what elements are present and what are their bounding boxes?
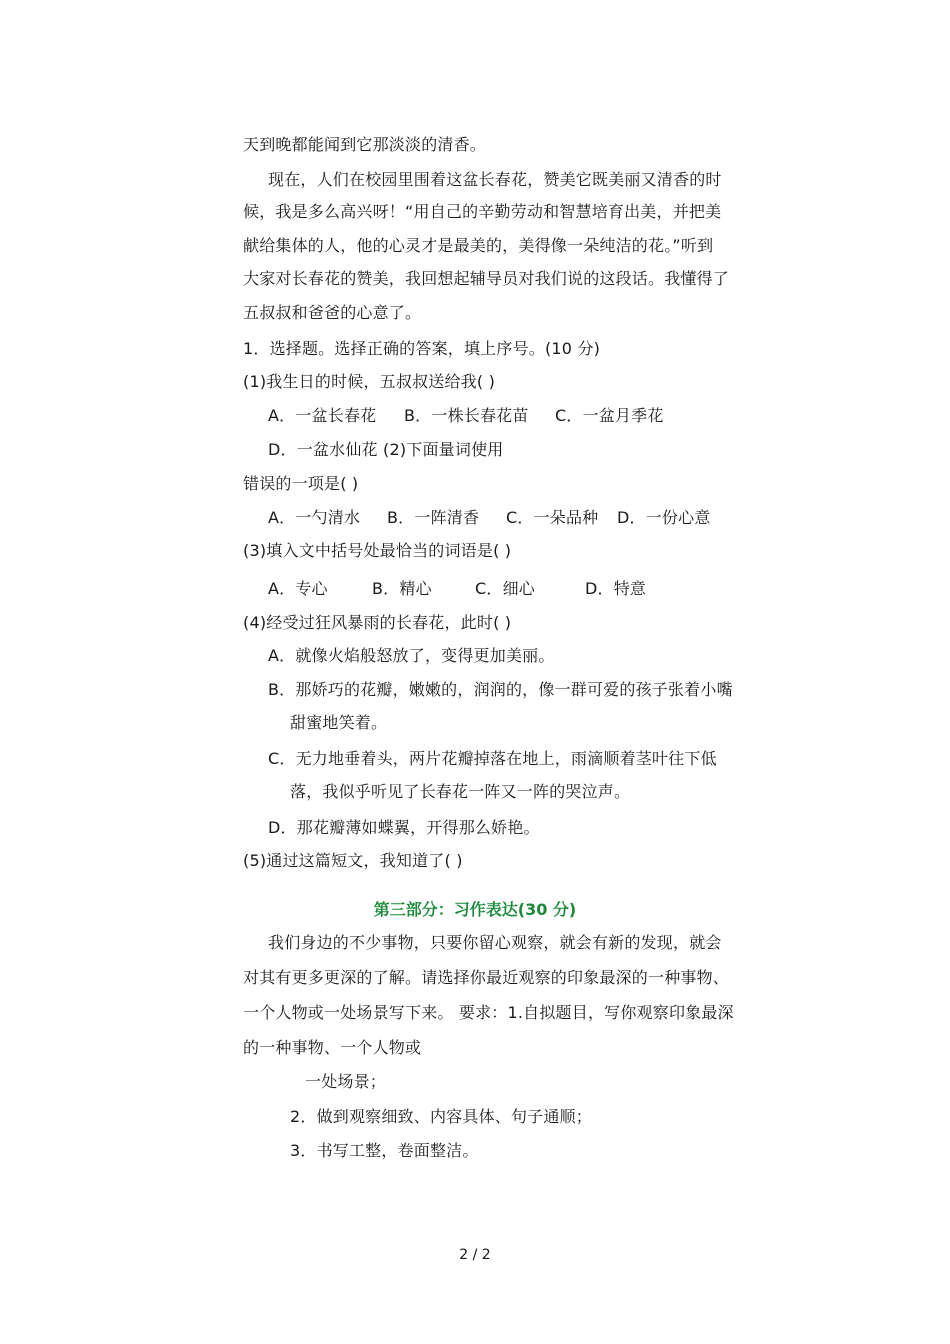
passage-line-3: 候，我是多么高兴呀！“用自己的辛勤劳动和智慧培育出美，并把美 bbox=[243, 202, 722, 221]
part3-line-4: 的一种事物、一个人物或 bbox=[243, 1038, 422, 1057]
passage-line-2: 现在，人们在校园里围着这盆长春花，赞美它既美丽又清香的时 bbox=[268, 170, 722, 189]
q1-1-stem: (1)我生日的时候，五叔叔送给我( ) bbox=[243, 372, 496, 391]
q1-2-stem: 错误的一项是( ) bbox=[243, 474, 359, 493]
q1-2-option-a: A．一勺清水 bbox=[268, 508, 361, 527]
q1-4-option-b-line-2: 甜蜜地笑着。 bbox=[290, 713, 388, 732]
q1-3-option-a: A．专心 bbox=[268, 579, 328, 598]
q1-3-option-b: B．精心 bbox=[372, 579, 432, 598]
q1-4-option-b-line-1: B．那娇巧的花瓣，嫩嫩的，润润的，像一群可爱的孩子张着小嘴 bbox=[268, 680, 733, 699]
part3-title: 第三部分：习作表达(30 分) bbox=[373, 900, 577, 919]
q1-1-option-a: A．一盆长春花 bbox=[268, 406, 377, 425]
part3-requirement-3: 3．书写工整，卷面整洁。 bbox=[290, 1141, 479, 1160]
passage-line-5: 大家对长春花的赞美，我回想起辅导员对我们说的这段话。我懂得了 bbox=[243, 269, 730, 288]
q1-4-option-d: D．那花瓣薄如蝶翼，开得那么娇艳。 bbox=[268, 818, 540, 837]
q1-title: 1．选择题。选择正确的答案，填上序号。(10 分) bbox=[243, 339, 601, 358]
part3-requirement-2: 2．做到观察细致、内容具体、句子通顺； bbox=[290, 1107, 592, 1126]
passage-line-6: 五叔叔和爸爸的心意了。 bbox=[243, 303, 422, 322]
q1-3-stem: (3)填入文中括号处最恰当的词语是( ) bbox=[243, 541, 512, 560]
part3-line-2: 对其有更多更深的了解。请选择你最近观察的印象最深的一种事物、 bbox=[243, 968, 730, 987]
q1-4-stem: (4)经受过狂风暴雨的长春花，此时( ) bbox=[243, 613, 512, 632]
q1-3-option-c: C．细心 bbox=[475, 579, 535, 598]
q1-4-option-c-line-1: C．无力地垂着头，两片花瓣掉落在地上，雨滴顺着茎叶往下低 bbox=[268, 749, 717, 768]
q1-2-option-b: B．一阵清香 bbox=[387, 508, 480, 527]
q1-3-option-d: D．特意 bbox=[585, 579, 647, 598]
part3-line-3: 一个人物或一处场景写下来。 要求：1.自拟题目，写你观察印象最深 bbox=[243, 1003, 734, 1022]
page-number: 2 / 2 bbox=[459, 1247, 491, 1263]
part3-line-1: 我们身边的不少事物，只要你留心观察，就会有新的发现，就会 bbox=[268, 933, 722, 952]
q1-2-option-c: C．一朵品种 bbox=[506, 508, 599, 527]
passage-line-4: 献给集体的人，他的心灵才是最美的，美得像一朵纯洁的花。”听到 bbox=[243, 236, 714, 255]
q1-1-option-c: C．一盆月季花 bbox=[555, 406, 664, 425]
q1-4-option-a: A．就像火焰般怒放了，变得更加美丽。 bbox=[268, 646, 555, 665]
q1-5-stem: (5)通过这篇短文，我知道了( ) bbox=[243, 851, 463, 870]
part3-line-5: 一处场景； bbox=[305, 1072, 387, 1091]
passage-line-1: 天到晚都能闻到它那淡淡的清香。 bbox=[243, 135, 487, 154]
q1-1-option-b: B．一株长春花苗 bbox=[404, 406, 529, 425]
q1-1-option-d: D．一盆水仙花 (2)下面量词使用 bbox=[268, 440, 504, 459]
q1-4-option-c-line-2: 落，我似乎听见了长春花一阵又一阵的哭泣声。 bbox=[290, 782, 631, 801]
q1-2-option-d: D．一份心意 bbox=[617, 508, 711, 527]
